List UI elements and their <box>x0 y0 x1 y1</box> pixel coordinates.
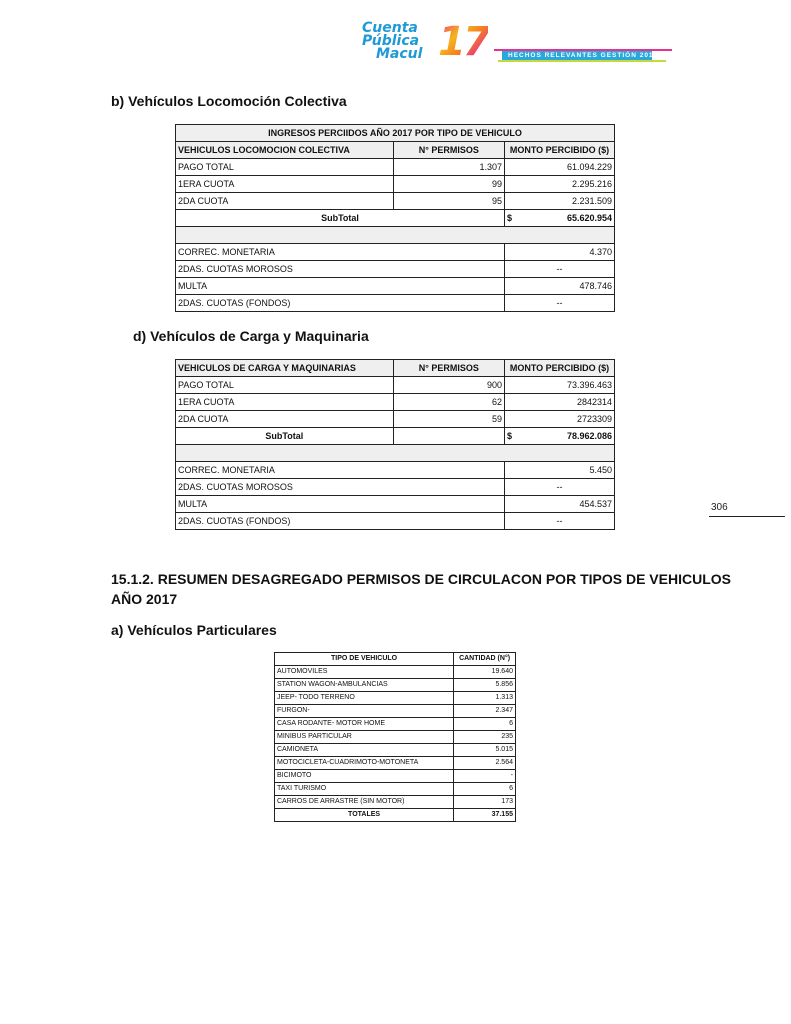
table-row <box>275 718 516 731</box>
row-tipo: AUTOMOVILES <box>275 666 454 679</box>
table-vehiculos-particulares <box>274 652 516 822</box>
row-cantidad: 235 <box>454 731 516 744</box>
table-locomocion-colectiva <box>175 124 615 312</box>
table-row <box>176 278 615 295</box>
table-row <box>176 244 615 261</box>
table-row <box>176 261 615 278</box>
column-header: CANTIDAD (N°) <box>454 653 516 666</box>
table-row <box>275 705 516 718</box>
extra-value: -- <box>505 479 615 496</box>
row-tipo: CARROS DE ARRASTRE (SIN MOTOR) <box>275 796 454 809</box>
column-header: VEHICULOS LOCOMOCION COLECTIVA <box>176 142 394 159</box>
section-15-1-2-heading-line1: 15.1.2. RESUMEN DESAGREGADO PERMISOS DE CIRCULACON POR TIPOS DE VEHICULOS <box>111 571 731 587</box>
row-tipo: MINIBUS PARTICULAR <box>275 731 454 744</box>
table-carga-maquinaria <box>175 359 615 530</box>
table-row <box>176 496 615 513</box>
banner-text: HECHOS RELEVANTES GESTIÓN 2017 <box>508 52 659 59</box>
table-row <box>176 513 615 530</box>
extra-value: -- <box>505 295 615 312</box>
row-cantidad: 6 <box>454 718 516 731</box>
extra-label: MULTA <box>176 496 505 513</box>
table-row <box>176 193 615 210</box>
currency-symbol: $ <box>507 213 513 223</box>
table-row <box>275 770 516 783</box>
extra-value: 478.746 <box>505 278 615 295</box>
row-tipo: STATION WAGON-AMBULANCIAS <box>275 679 454 692</box>
table-row <box>275 757 516 770</box>
extra-label: 2DAS. CUOTAS (FONDOS) <box>176 513 505 530</box>
column-header: TIPO DE VEHICULO <box>275 653 454 666</box>
subtotal-label: SubTotal <box>176 210 505 227</box>
row-tipo: BICIMOTO <box>275 770 454 783</box>
logo-text <box>362 22 422 61</box>
row-cantidad: 5.015 <box>454 744 516 757</box>
row-label: PAGO TOTAL <box>176 377 394 394</box>
table-row <box>176 394 615 411</box>
row-tipo: JEEP- TODO TERRENO <box>275 692 454 705</box>
column-header: MONTO PERCIBIDO ($) <box>505 142 615 159</box>
banner-stripe-green <box>498 60 666 62</box>
row-permisos: 59 <box>393 411 504 428</box>
row-label: 1ERA CUOTA <box>176 394 394 411</box>
logo-number: 17 <box>438 19 488 65</box>
row-cantidad: 173 <box>454 796 516 809</box>
row-tipo: CAMIONETA <box>275 744 454 757</box>
table-title: INGRESOS PERCIIDOS AÑO 2017 POR TIPO DE VEHICULO <box>176 125 615 142</box>
row-permisos: 95 <box>393 193 504 210</box>
spacer-row <box>176 445 615 462</box>
row-cantidad: 2.347 <box>454 705 516 718</box>
logo-line-3: Macul <box>376 46 423 62</box>
row-label: 2DA CUOTA <box>176 193 394 210</box>
section-d-heading: d) Vehículos de Carga y Maquinaria <box>133 328 369 344</box>
table-row <box>176 295 615 312</box>
table-row <box>275 666 516 679</box>
extra-label: MULTA <box>176 278 505 295</box>
row-label: 2DA CUOTA <box>176 411 394 428</box>
row-cantidad: 6 <box>454 783 516 796</box>
row-tipo: MOTOCICLETA-CUADRIMOTO-MOTONETA <box>275 757 454 770</box>
row-cantidad: 1.313 <box>454 692 516 705</box>
extra-value: 454.537 <box>505 496 615 513</box>
currency-symbol: $ <box>507 431 513 441</box>
extra-value: 4.370 <box>505 244 615 261</box>
total-row <box>275 809 516 822</box>
table-row <box>275 744 516 757</box>
row-tipo: FURGON- <box>275 705 454 718</box>
extra-label: 2DAS. CUOTAS MOROSOS <box>176 479 505 496</box>
row-monto: 2723309 <box>505 411 615 428</box>
page-number: 306 <box>711 502 728 513</box>
row-cantidad: - <box>454 770 516 783</box>
extra-label: CORREC. MONETARIA <box>176 244 505 261</box>
table-row <box>275 692 516 705</box>
subtotal-label: SubTotal <box>176 428 394 445</box>
extra-value: -- <box>505 261 615 278</box>
row-permisos: 1.307 <box>393 159 504 176</box>
row-permisos: 62 <box>393 394 504 411</box>
table-row <box>176 176 615 193</box>
row-tipo: TAXI TURISMO <box>275 783 454 796</box>
logo-line-2: Pública <box>362 33 420 49</box>
total-label: TOTALES <box>275 809 454 822</box>
subtotal-value: 78.962.086 <box>566 431 612 441</box>
row-permisos: 900 <box>393 377 504 394</box>
table-row <box>176 462 615 479</box>
spacer-row <box>176 227 615 244</box>
extra-value: 5.450 <box>505 462 615 479</box>
column-header: VEHICULOS DE CARGA Y MAQUINARIAS <box>176 360 394 377</box>
column-header: MONTO PERCIBIDO ($) <box>505 360 615 377</box>
table-row <box>176 377 615 394</box>
table-row <box>176 159 615 176</box>
total-value: 37.155 <box>454 809 516 822</box>
section-a-heading: a) Vehículos Particulares <box>111 622 277 638</box>
column-header: N° PERMISOS <box>393 360 504 377</box>
row-label: 1ERA CUOTA <box>176 176 394 193</box>
section-15-1-2-heading-line2: AÑO 2017 <box>111 591 178 607</box>
table-row <box>176 411 615 428</box>
subtotal-value: 65.620.954 <box>566 213 612 223</box>
row-monto: 2.295.216 <box>505 176 615 193</box>
extra-label: 2DAS. CUOTAS (FONDOS) <box>176 295 505 312</box>
row-permisos: 99 <box>393 176 504 193</box>
table-row <box>275 731 516 744</box>
page-number-rule <box>709 516 785 517</box>
row-cantidad: 5.856 <box>454 679 516 692</box>
row-tipo: CASA RODANTE- MOTOR HOME <box>275 718 454 731</box>
hechos-relevantes-banner <box>494 48 674 62</box>
row-monto: 2842314 <box>505 394 615 411</box>
table-row <box>275 796 516 809</box>
extra-label: 2DAS. CUOTAS MOROSOS <box>176 261 505 278</box>
table-row <box>275 679 516 692</box>
extra-label: CORREC. MONETARIA <box>176 462 505 479</box>
table-row <box>176 479 615 496</box>
subtotal-row <box>176 428 615 445</box>
subtotal-row <box>176 210 615 227</box>
row-cantidad: 19.640 <box>454 666 516 679</box>
cuenta-publica-logo <box>362 19 488 68</box>
column-header: N° PERMISOS <box>393 142 504 159</box>
row-monto: 2.231.509 <box>505 193 615 210</box>
subtotal-empty <box>393 428 504 445</box>
logo-line-1: Cuenta <box>362 20 418 36</box>
row-monto: 61.094.229 <box>505 159 615 176</box>
row-cantidad: 2.564 <box>454 757 516 770</box>
row-label: PAGO TOTAL <box>176 159 394 176</box>
row-monto: 73.396.463 <box>505 377 615 394</box>
extra-value: -- <box>505 513 615 530</box>
table-row <box>275 783 516 796</box>
section-b-heading: b) Vehículos Locomoción Colectiva <box>111 93 347 109</box>
